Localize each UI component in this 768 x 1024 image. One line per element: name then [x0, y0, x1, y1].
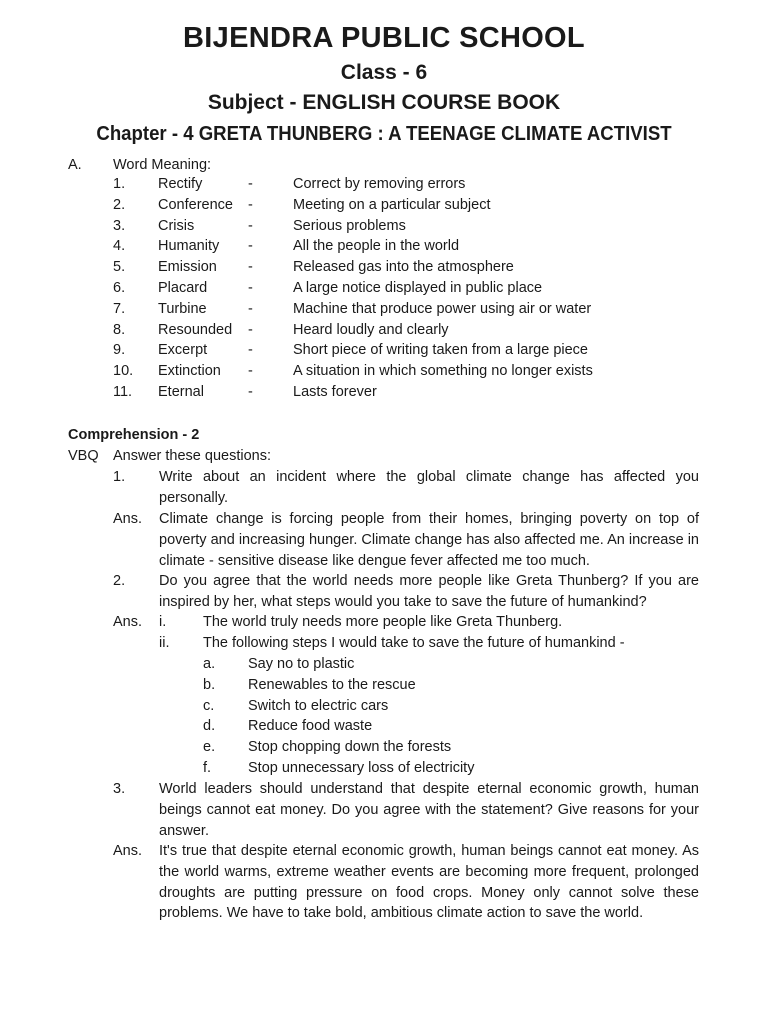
q3-ans-label: Ans. [113, 843, 143, 859]
word-term: Conference [158, 196, 233, 213]
word-meaning: A large notice displayed in public place [293, 280, 543, 296]
word-row [0, 176, 768, 197]
word-dash: - [248, 259, 253, 276]
subject-label: Subject - ENGLISH COURSE BOOK [207, 91, 561, 114]
step-text: Stop unnecessary loss of electricity [248, 760, 475, 776]
step-text: Say no to plastic [248, 656, 355, 672]
q2-ans-label: Ans. [113, 614, 143, 630]
word-dash: - [248, 176, 253, 192]
word-row [0, 280, 768, 301]
word-number: 2. [113, 196, 126, 213]
word-row [0, 384, 768, 405]
word-term: Extinction [158, 363, 221, 380]
word-row [0, 197, 768, 218]
q2-answer-ii: The following steps I would take to save the future of humankind - [203, 635, 625, 651]
word-dash: - [248, 321, 253, 338]
q2-number: 2. [113, 573, 126, 589]
word-meaning: Short piece of writing taken from a large piece [293, 342, 588, 359]
step-letter: f. [203, 760, 212, 776]
word-row [0, 322, 768, 343]
q2-answer-i: The world truly needs more people like Greta Thunberg. [203, 614, 563, 630]
section-a-title: Word Meaning: [113, 157, 212, 173]
word-term: Crisis [158, 217, 195, 234]
word-meaning: A situation in which something no longer exists [293, 363, 593, 380]
step-text: Renewables to the rescue [248, 676, 416, 693]
word-term: Resounded [158, 321, 233, 338]
step-letter: e. [203, 739, 216, 756]
word-meaning: Meeting on a particular subject [293, 196, 491, 213]
word-meaning: Lasts forever [293, 384, 377, 400]
word-dash: - [248, 342, 253, 359]
word-number: 8. [113, 321, 126, 338]
step-letter: d. [203, 718, 216, 735]
class-label: Class - 6 [340, 61, 428, 84]
word-dash: - [248, 300, 253, 317]
word-number: 7. [113, 300, 126, 317]
word-row [0, 238, 768, 259]
word-term: Eternal [158, 384, 204, 400]
word-row [0, 301, 768, 322]
step-text: Stop chopping down the forests [248, 739, 452, 756]
word-number: 5. [113, 259, 126, 276]
word-row [0, 218, 768, 239]
word-number: 1. [113, 176, 126, 192]
section-a-marker: A. [68, 157, 82, 173]
step-text: Reduce food waste [248, 718, 373, 735]
word-row [0, 342, 768, 363]
q2-question: Do you agree that the world needs more people like Greta Thunberg? If you are inspired by her, what steps would you take to save the future of humankind? [159, 573, 699, 610]
vbq-instruction: Answer these questions: [113, 448, 271, 464]
word-dash: - [248, 217, 253, 234]
school-name: BIJENDRA PUBLIC SCHOOL [183, 22, 585, 54]
word-dash: - [248, 363, 253, 380]
step-letter: a. [203, 656, 216, 672]
q1-answer: Climate change is forcing people from their homes, bringing poverty on top of poverty and increasing hunger. Climate change has also affected me. An increase in climate - sensitive disease like dengue fever affected me too much. [159, 511, 699, 569]
word-number: 9. [113, 342, 126, 359]
word-term: Emission [158, 259, 217, 276]
word-term: Turbine [158, 300, 207, 317]
word-number: 3. [113, 217, 126, 234]
word-term: Placard [158, 280, 208, 296]
q2-answer-ii-num: ii. [159, 635, 170, 651]
q1-question: Write about an incident where the global climate change has affected you personally. [159, 469, 699, 506]
q3-question: World leaders should understand that despite eternal economic growth, human beings cannot eat money. Do you agree with the statement? Give reasons for your answer. [159, 781, 699, 839]
word-number: 11. [113, 384, 133, 400]
word-number: 6. [113, 280, 126, 296]
q1-number: 1. [113, 469, 126, 485]
comprehension-title: Comprehension - 2 [68, 427, 200, 443]
word-dash: - [248, 280, 253, 296]
word-meaning: Serious problems [293, 217, 406, 234]
chapter-title: Chapter - 4 GRETA THUNBERG : A TEENAGE CLIMATE ACTIVIST [96, 123, 672, 145]
word-term: Humanity [158, 238, 220, 255]
word-number: 10. [113, 363, 134, 380]
word-meaning: All the people in the world [293, 238, 460, 255]
word-meaning: Correct by removing errors [293, 176, 466, 192]
word-term: Rectify [158, 176, 203, 192]
q2-answer-i-num: i. [159, 614, 167, 630]
q3-number: 3. [113, 781, 126, 797]
word-term: Excerpt [158, 342, 208, 359]
word-dash: - [248, 384, 253, 400]
vbq-label: VBQ [68, 448, 99, 464]
word-dash: - [248, 196, 253, 213]
word-meaning: Heard loudly and clearly [293, 321, 449, 338]
q3-answer: It's true that despite eternal economic growth, human beings cannot eat money. As the world warms, extreme weather events are becoming more frequent, prolonged droughts are putting pressure on food crops. Money only cannot solve these problems. We have to take bold, ambitious climate action to save the world. [159, 843, 699, 922]
step-letter: b. [203, 676, 216, 693]
word-number: 4. [113, 238, 126, 255]
step-text: Switch to electric cars [248, 697, 389, 714]
q1-ans-label: Ans. [113, 511, 143, 527]
word-row [0, 259, 768, 280]
word-row [0, 363, 768, 384]
step-letter: c. [203, 697, 215, 714]
word-dash: - [248, 238, 253, 255]
word-meaning: Machine that produce power using air or water [293, 300, 592, 317]
word-meaning: Released gas into the atmosphere [293, 259, 514, 276]
